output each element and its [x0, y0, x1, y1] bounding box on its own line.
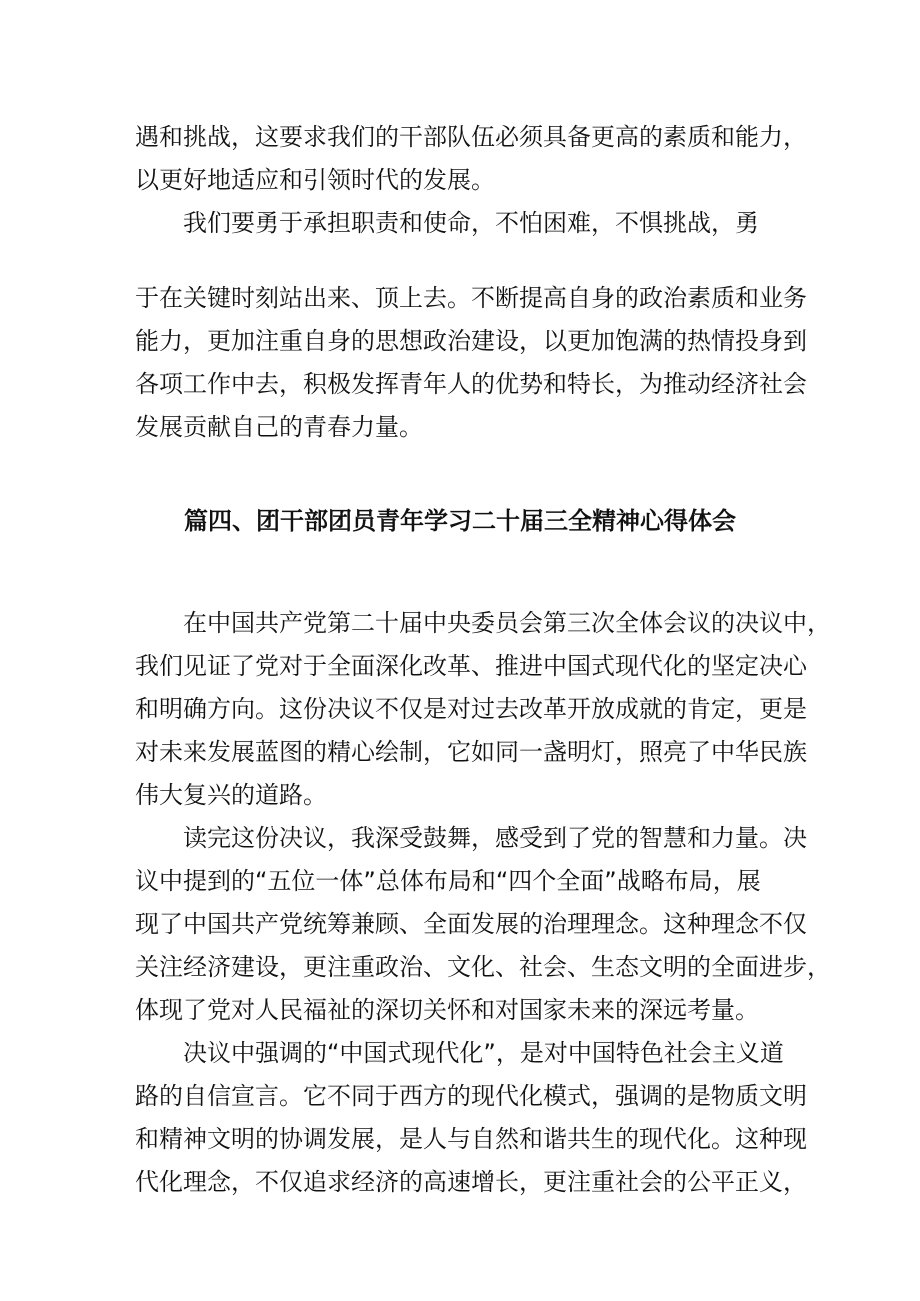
- paragraph-line: 路的自信宣言。它不同于西方的现代化模式，强调的是物质文明: [135, 1082, 807, 1110]
- paragraph-line: 能力，更加注重自身的思想政治建设，以更加饱满的热情投身到: [135, 327, 807, 355]
- paragraph-line: 在中国共产党第二十届中央委员会第三次全体会议的决议中，: [183, 609, 831, 637]
- paragraph-line: 现了中国共产党统筹兼顾、全面发展的治理理念。这种理念不仅: [135, 910, 807, 938]
- paragraph-line: 决议中强调的“中国式现代化”，是对中国特色社会主义道: [183, 1039, 784, 1067]
- paragraph-line: 我们要勇于承担职责和使命，不怕困难，不惧挑战，勇: [183, 209, 759, 237]
- paragraph-line: 于在关键时刻站出来、顶上去。不断提高自身的政治素质和业务: [135, 284, 807, 312]
- paragraph-line: 发展贡献自己的青春力量。: [135, 413, 423, 441]
- paragraph-line: 我们见证了党对于全面深化改革、推进中国式现代化的坚定决心: [135, 652, 807, 680]
- paragraph-line: 代化理念，不仅追求经济的高速增长，更注重社会的公平正义，: [135, 1168, 807, 1196]
- paragraph-line: 伟大复兴的道路。: [135, 781, 327, 809]
- paragraph-line: 遇和挑战，这要求我们的干部队伍必须具备更高的素质和能力，: [135, 123, 807, 151]
- paragraph-line: 读完这份决议，我深受鼓舞，感受到了党的智慧和力量。决: [183, 824, 807, 852]
- paragraph-line: 议中提到的“五位一体”总体布局和“四个全面”战略布局，展: [135, 867, 761, 895]
- paragraph-line: 和精神文明的协调发展，是人与自然和谐共生的现代化。这种现: [135, 1125, 807, 1153]
- paragraph-line: 对未来发展蓝图的精心绘制，它如同一盏明灯，照亮了中华民族: [135, 738, 807, 766]
- paragraph-line: 以更好地适应和引领时代的发展。: [135, 166, 495, 194]
- paragraph-line: 和明确方向。这份决议不仅是对过去改革开放成就的肯定，更是: [135, 695, 807, 723]
- section-heading: 篇四、团干部团员青年学习二十届三全精神心得体会: [184, 507, 736, 535]
- paragraph-line: 体现了党对人民福祉的深切关怀和对国家未来的深远考量。: [135, 996, 759, 1024]
- paragraph-line: 各项工作中去，积极发挥青年人的优势和特长，为推动经济社会: [135, 370, 807, 398]
- paragraph-line: 关注经济建设，更注重政治、文化、社会、生态文明的全面进步，: [135, 953, 831, 981]
